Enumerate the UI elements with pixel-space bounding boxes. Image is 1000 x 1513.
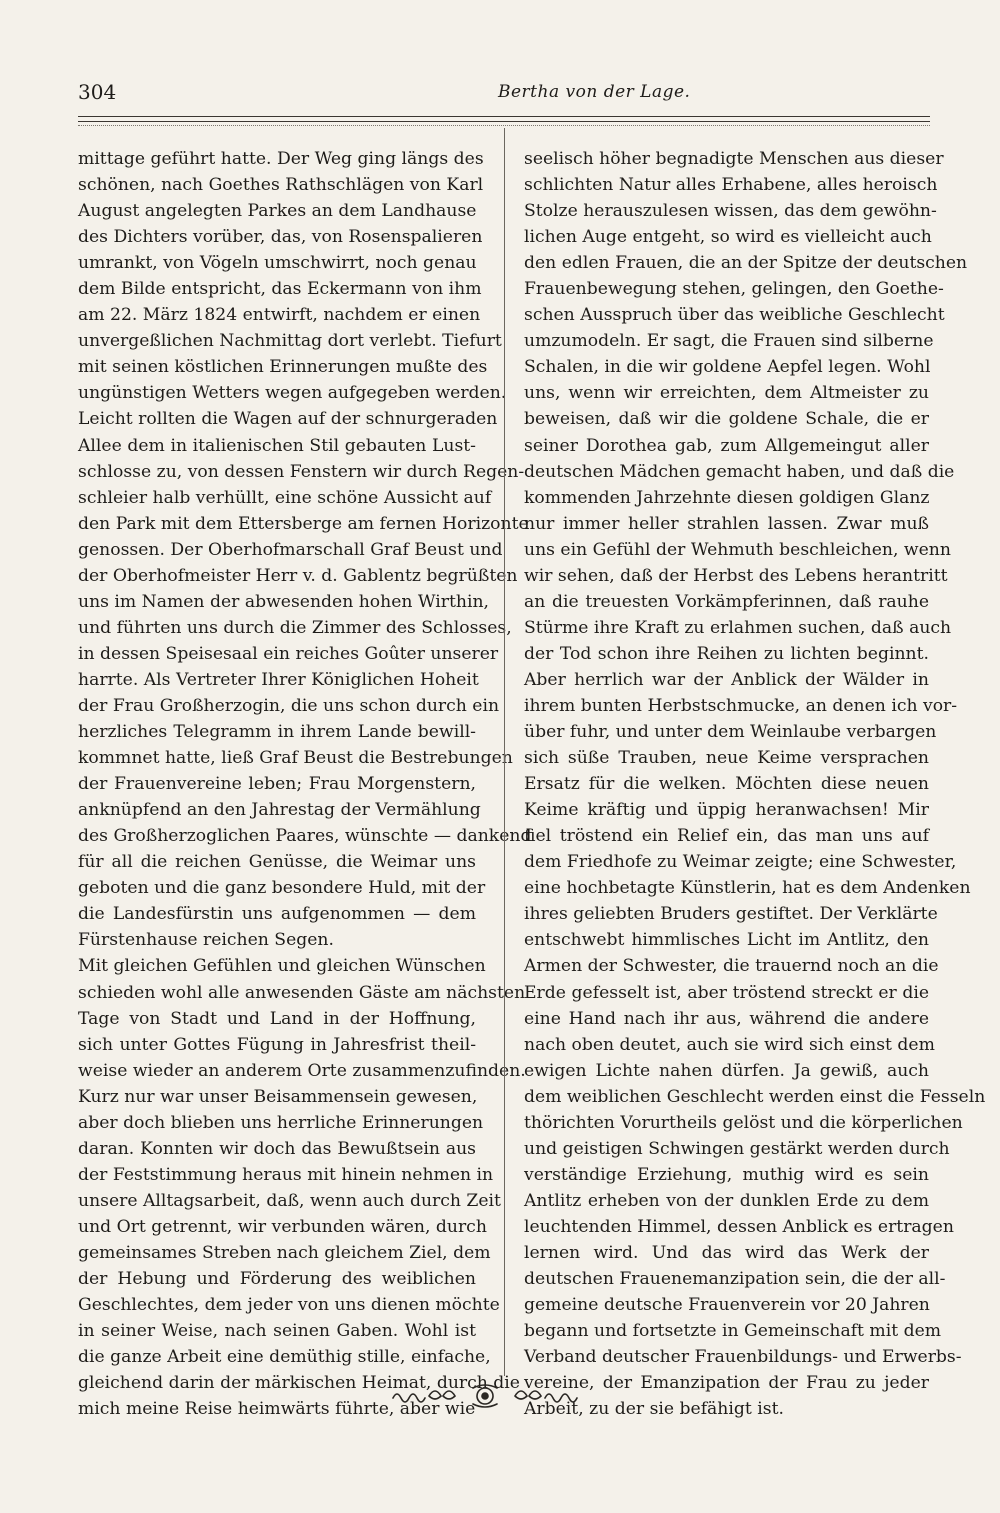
right-column-line: Aber herrlich war der Anblick der Wälder in xyxy=(524,669,929,690)
header-rule-dotted xyxy=(78,125,930,126)
right-column-line: Erde gefesselt ist, aber tröstend streckt er die xyxy=(524,982,929,1003)
right-column-line: entschwebt himmlisches Licht im Antlitz, den xyxy=(524,930,929,951)
left-column-line: daran. Konnten wir doch das Bewußtsein aus xyxy=(78,1138,476,1159)
left-column-line: kommnet hatte, ließ Graf Beust die Bestrebungen xyxy=(78,748,513,769)
right-column-line: uns ein Gefühl der Wehmuth beschleichen, wenn xyxy=(524,539,951,560)
right-column-line: der Tod schon ihre Reihen zu lichten beginnt. xyxy=(524,643,929,664)
right-column-line: nur immer heller strahlen lassen. Zwar muß xyxy=(524,513,929,534)
left-column-line: gemeinsames Streben nach gleichem Ziel, dem xyxy=(78,1242,491,1263)
right-column-line: schlichten Natur alles Erhabene, alles heroisch xyxy=(524,175,938,196)
right-column-line: verständige Erziehung, muthig wird es sein xyxy=(524,1164,929,1185)
right-column-line: ihres geliebten Bruders gestiftet. Der Verklärte xyxy=(524,904,938,925)
right-column-line: Stürme ihre Kraft zu erlahmen suchen, daß auch xyxy=(524,617,952,638)
left-column-line: schönen, nach Goethes Rathschlägen von Karl xyxy=(78,175,484,196)
left-column-line: der Feststimmung heraus mit hinein nehmen in xyxy=(78,1164,494,1185)
right-column-line: sich süße Trauben, neue Keime versprachen xyxy=(524,748,929,769)
left-column-line: Fürstenhause reichen Segen. xyxy=(78,930,334,951)
left-column-line: anknüpfend an den Jahrestag der Vermählung xyxy=(78,800,481,821)
left-column-line: uns im Namen der abwesenden hohen Wirthin, xyxy=(78,591,489,612)
left-column-line: die Landesfürstin uns aufgenommen — dem xyxy=(78,904,476,925)
running-head: Bertha von der Lage. xyxy=(498,82,691,102)
left-column-line: des Großherzoglichen Paares, wünschte — dankend xyxy=(78,826,532,847)
right-column-line: lichen Auge entgeht, so wird es vielleicht auch xyxy=(524,227,932,248)
right-column-line: schen Ausspruch über das weibliche Geschlecht xyxy=(524,305,945,326)
right-column-line: über fuhr, und unter dem Weinlaube verbargen xyxy=(524,722,937,743)
right-column-line: Verband deutscher Frauenbildungs- und Erwerbs- xyxy=(524,1347,962,1368)
left-column-line: unvergeßlichen Nachmittag dort verlebt. Tiefurt xyxy=(78,331,502,352)
left-column-line: mittage geführt hatte. Der Weg ging längs des xyxy=(78,149,484,169)
right-column-line: dem Friedhofe zu Weimar zeigte; eine Schwester, xyxy=(524,852,957,873)
left-column-line: aber doch blieben uns herrliche Erinnerungen xyxy=(78,1112,484,1133)
right-column-line: Armen der Schwester, die trauernd noch an die xyxy=(524,956,939,977)
right-column-line: kommenden Jahrzehnte diesen goldigen Glanz xyxy=(524,487,930,508)
right-column-line: leuchtenden Himmel, dessen Anblick es ertragen xyxy=(524,1216,954,1237)
left-column-line: schieden wohl alle anwesenden Gäste am nächsten xyxy=(78,982,526,1003)
right-column-line: umzumodeln. Er sagt, die Frauen sind silberne xyxy=(524,331,934,352)
left-column-line: den Park mit dem Ettersberge am fernen Horizonte xyxy=(78,513,529,534)
right-column-line: Ersatz für die welken. Möchten diese neuen xyxy=(524,774,929,795)
page-header xyxy=(78,80,928,110)
left-column-line: der Hebung und Förderung des weiblichen xyxy=(78,1269,476,1290)
left-column-line: und führten uns durch die Zimmer des Schlosses, xyxy=(78,617,512,638)
right-column-line: wir sehen, daß der Herbst des Lebens herantritt xyxy=(524,565,948,586)
right-column-line: Arbeit, zu der sie befähigt ist. xyxy=(524,1399,784,1420)
left-column-line: der Frauenvereine leben; Frau Morgenstern, xyxy=(78,774,476,795)
right-column-line: deutschen Mädchen gemacht haben, und daß die xyxy=(524,461,955,482)
left-column-line: in dessen Speisesaal ein reiches Goûter unserer xyxy=(78,643,499,664)
left-column-line: schlosse zu, von dessen Fenstern wir durch Regen- xyxy=(78,461,525,482)
right-column-line: uns, wenn wir erreichten, dem Altmeister zu xyxy=(524,383,929,404)
left-column-line: Mit gleichen Gefühlen und gleichen Wünschen xyxy=(78,956,486,977)
left-column-line: der Frau Großherzogin, die uns schon durch ein xyxy=(78,695,500,716)
left-column-line: unsere Alltagsarbeit, daß, wenn auch durch Zeit xyxy=(78,1190,501,1211)
left-column-line: die ganze Arbeit eine demüthig stille, einfache, xyxy=(78,1347,491,1368)
left-text-column xyxy=(78,146,532,1422)
left-column-line: dem Bilde entspricht, das Eckermann von ihm xyxy=(78,279,482,300)
right-column-line: ihrem bunten Herbstschmucke, an denen ich vor- xyxy=(524,695,958,716)
left-column-line: herzliches Telegramm in ihrem Lande bewill- xyxy=(78,722,476,743)
right-column-line: den edlen Frauen, die an der Spitze der deutschen xyxy=(524,253,968,274)
right-text-column xyxy=(524,146,986,1422)
right-column-line: fiel tröstend ein Relief ein, das man uns auf xyxy=(524,826,929,847)
right-column-line: Stolze herauszulesen wissen, das dem gewöhn- xyxy=(524,201,937,222)
left-column-line: sich unter Gottes Fügung in Jahresfrist theil- xyxy=(78,1034,476,1055)
right-column-line: eine hochbetagte Künstlerin, hat es dem Andenken xyxy=(524,878,971,899)
left-column-line: mich meine Reise heimwärts führte, aber wie xyxy=(78,1399,476,1420)
left-column-line: Allee dem in italienischen Stil gebauten Lust- xyxy=(78,435,476,456)
left-column-line: schleier halb verhüllt, eine schöne Aussicht auf xyxy=(78,487,492,508)
left-column-line: am 22. März 1824 entwirft, nachdem er einen xyxy=(78,305,481,326)
left-column-line: Kurz nur war unser Beisammensein gewesen, xyxy=(78,1086,478,1107)
left-column-line: gleichend darin der märkischen Heimat, durch die xyxy=(78,1373,520,1394)
right-column-line: begann und fortsetzte in Gemeinschaft mit dem xyxy=(524,1321,942,1342)
left-column-line: und Ort getrennt, wir verbunden wären, durch xyxy=(78,1216,487,1237)
right-column-line: gemeine deutsche Frauenverein vor 20 Jahren xyxy=(524,1295,930,1316)
left-column-line: ungünstigen Wetters wegen aufgegeben werden. xyxy=(78,383,507,404)
right-column-line: Schalen, in die wir goldene Aepfel legen. Wohl xyxy=(524,357,931,378)
left-column-line: Leicht rollten die Wagen auf der schnurgeraden xyxy=(78,409,498,430)
right-column-line: nach oben deutet, auch sie wird sich einst dem xyxy=(524,1034,935,1055)
right-column-line: Frauenbewegung stehen, gelingen, den Goethe- xyxy=(524,279,944,300)
left-column-line: weise wieder an anderem Orte zusammenzufinden. xyxy=(78,1060,526,1081)
left-column-line: genossen. Der Oberhofmarschall Graf Beust und xyxy=(78,539,503,560)
right-column-line: beweisen, daß wir die goldene Schale, die er xyxy=(524,409,929,430)
left-column-line: in seiner Weise, nach seinen Gaben. Wohl ist xyxy=(78,1321,476,1342)
column-divider xyxy=(504,128,505,1376)
right-column-line: Keime kräftig und üppig heranwachsen! Mir xyxy=(524,800,929,821)
right-column-line: deutschen Frauenemanzipation sein, die der all- xyxy=(524,1269,946,1290)
right-column-line: lernen wird. Und das wird das Werk der xyxy=(524,1242,929,1263)
right-column-line: thörichten Vorurtheils gelöst und die körperlichen xyxy=(524,1112,963,1133)
left-column-line: umrankt, von Vögeln umschwirrt, noch genau xyxy=(78,253,477,274)
left-column-line: der Oberhofmeister Herr v. d. Gablentz begrüßten xyxy=(78,565,518,586)
left-column-line: harrte. Als Vertreter Ihrer Königlichen Hoheit xyxy=(78,669,479,690)
right-column-line: an die treuesten Vorkämpferinnen, daß rauhe xyxy=(524,591,929,612)
left-column-line: Geschlechtes, dem jeder von uns dienen möchte xyxy=(78,1295,500,1316)
right-column-line: eine Hand nach ihr aus, während die andere xyxy=(524,1008,929,1029)
right-column-line: vereine, der Emanzipation der Frau zu jeder xyxy=(524,1373,929,1394)
header-rule-top xyxy=(78,116,930,117)
left-column-line: geboten und die ganz besondere Huld, mit der xyxy=(78,878,486,899)
page-number: 304 xyxy=(78,80,117,104)
left-column-line: Tage von Stadt und Land in der Hoffnung, xyxy=(78,1008,476,1029)
left-column-line: mit seinen köstlichen Erinnerungen mußte des xyxy=(78,357,488,378)
end-ornament xyxy=(385,1382,585,1410)
left-column-line: für all die reichen Genüsse, die Weimar uns xyxy=(78,852,476,873)
header-rule-middle xyxy=(78,121,930,122)
right-column-line: ewigen Lichte nahen dürfen. Ja gewiß, auch xyxy=(524,1060,929,1081)
left-column-line: des Dichters vorüber, das, von Rosenspalieren xyxy=(78,227,483,248)
left-column-line: August angelegten Parkes an dem Landhause xyxy=(78,201,477,222)
right-column-line: und geistigen Schwingen gestärkt werden durch xyxy=(524,1138,950,1159)
right-column-line: dem weiblichen Geschlecht werden einst die Fesseln xyxy=(524,1086,986,1107)
right-column-line: seiner Dorothea gab, zum Allgemeingut aller xyxy=(524,435,929,456)
right-column-line: Antlitz erheben von der dunklen Erde zu dem xyxy=(524,1190,929,1211)
right-column-line: seelisch höher begnadigte Menschen aus dieser xyxy=(524,149,944,169)
